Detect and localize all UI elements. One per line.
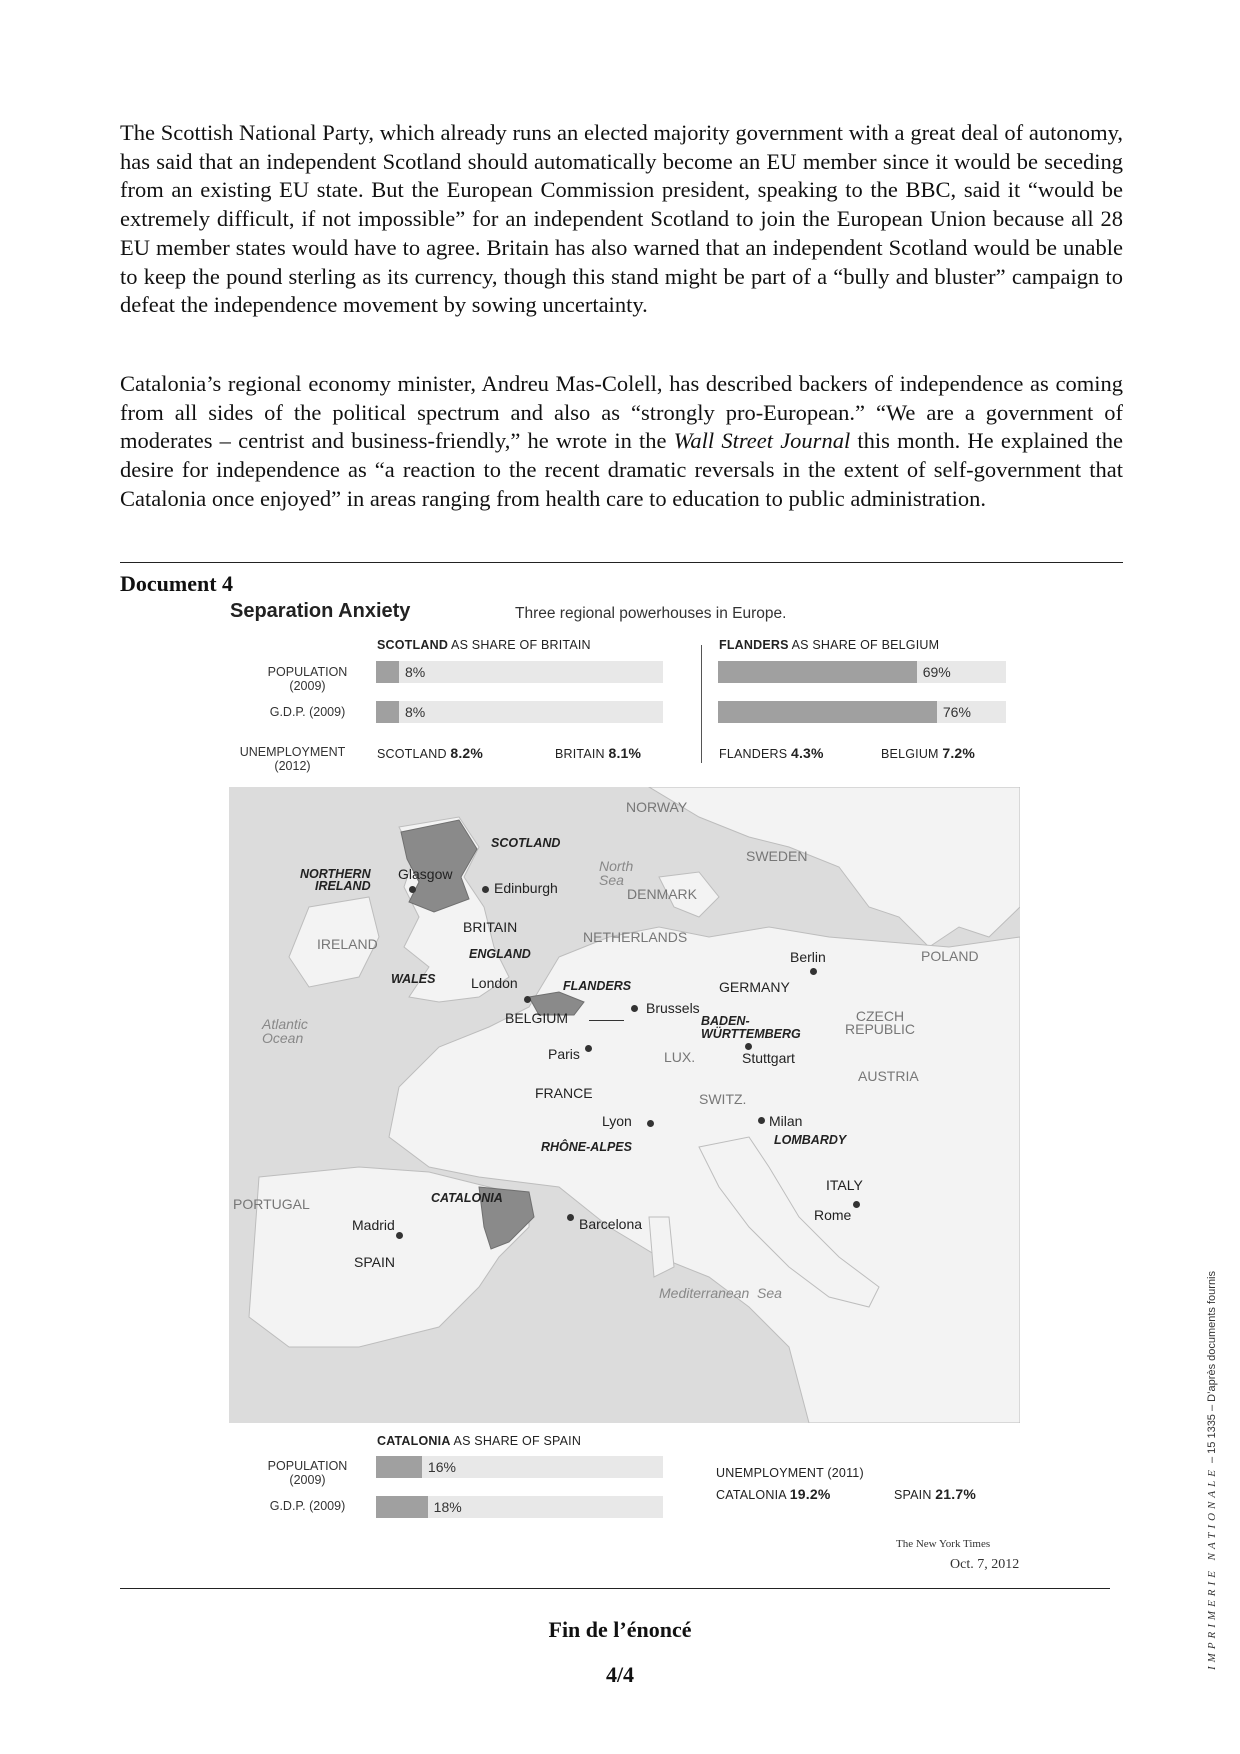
map-label: SCOTLAND [491,836,561,850]
bottom-divider [120,1588,1110,1589]
bar-track [718,661,1006,683]
unemployment-label: UNEMPLOYMENT (2012) [239,745,346,773]
bar-track [376,661,663,683]
bar-label: 76% [942,704,971,720]
map-label: Mediterranean Sea [659,1285,782,1301]
gdp-label-catalonia: G.D.P. (2009) [269,1499,346,1513]
page-number: 4/4 [605,1662,635,1687]
map-label: Glasgow [398,866,453,882]
map-marker [482,886,489,893]
map-label: Milan [769,1113,803,1129]
map-label: SWEDEN [746,848,808,864]
imprint-name: IMPRIMERIE NATIONALE [1206,1466,1218,1670]
bar-label: 16% [427,1459,456,1475]
map-marker [810,968,817,975]
map-label: NETHERLANDS [583,929,688,945]
bar-flanders-gdp [718,701,937,723]
map-label: SPAIN [354,1254,395,1270]
map-marker [396,1232,403,1239]
unemployment-scotland: SCOTLAND 8.2% [377,745,484,761]
map-marker [409,886,416,893]
map-label: ITALY [826,1177,863,1193]
map-label: Stuttgart [742,1050,795,1066]
map-label: LOMBARDY [774,1133,847,1147]
population-label-catalonia: POPULATION (2009) [267,1459,348,1487]
imprint-ref: – 15 1335 – D’après documents fournis [1206,1271,1218,1467]
unemployment-catalonia: CATALONIA 19.2% [716,1486,831,1502]
map-label: CZECH REPUBLIC [845,1008,916,1037]
map-label: DENMARK [627,886,698,902]
figure-date: Oct. 7, 2012 [950,1557,1020,1572]
bar-track [718,701,1006,723]
unemployment-britain: BRITAIN 8.1% [555,745,642,761]
article-paragraph-1: The Scottish National Party, which already runs an elected majority government with a great deal of autonomy, has said that an independent Scotland should automatically become an EU member since it would be seceding from an existing EU state. But the European Commission president, speaking to the BBC, said it “would be extremely difficult, if not impossible” for an independent Scotland to join the European Union because all 28 EU member states would have to agree. Britain has also warned that an independent Scotland would be unable to keep the pound sterling as its currency, though this stand might be part of a “bully and bluster” campaign to defeat the independence movement by sowing uncertainty. [120,120,1123,318]
side-imprint [1193,1180,1219,1670]
population-label: POPULATION (2009) [267,665,348,693]
unemployment-2011-label: UNEMPLOYMENT (2011) [716,1466,864,1480]
map-marker [631,1005,638,1012]
map-marker [647,1120,654,1127]
bar-track [376,1456,663,1478]
figure-subtitle: Three regional powerhouses in Europe. [515,605,787,622]
unemployment-belgium: BELGIUM 7.2% [881,745,976,761]
map-label: Paris [548,1046,580,1062]
article-paragraph-2 [120,370,1123,514]
map-label: CATALONIA [431,1191,503,1205]
map-label: Rome [814,1207,852,1223]
map-label: BADEN- WÜRTTEMBERG [701,1014,801,1041]
map-label: Barcelona [579,1216,643,1232]
end-of-statement: Fin de l’énoncé [548,1617,692,1642]
flanders-header: FLANDERS AS SHARE OF BELGIUM [719,638,940,652]
document-title: Document 4 [120,571,234,596]
map-label: Madrid [352,1217,395,1233]
unemployment-flanders: FLANDERS 4.3% [719,745,824,761]
bar-label: 8% [404,704,426,720]
map-marker [758,1117,765,1124]
bar-track [376,1496,663,1518]
map-label: North Sea [599,858,634,888]
bar-catalonia-gdp [376,1496,428,1518]
map-label: Atlantic Ocean [262,1016,308,1046]
map-label: BELGIUM [505,1010,569,1026]
journal-name: Wall Street Journal [673,428,851,454]
map-marker [745,1043,752,1050]
figure-title: Separation Anxiety [230,600,411,622]
scotland-header: SCOTLAND AS SHARE OF BRITAIN [377,638,591,652]
map-label: GERMANY [719,979,790,995]
bar-flanders-population [718,661,917,683]
map-label: WALES [391,972,436,986]
bar-scotland-population [376,661,399,683]
map-label: Edinburgh [494,880,558,896]
bar-scotland-gdp [376,701,399,723]
map-label: Lyon [602,1113,632,1129]
europe-map [229,787,1020,1423]
map-label: Brussels [646,1000,700,1016]
map-label: FLANDERS [563,979,632,993]
bar-track [376,701,663,723]
map-label: FRANCE [535,1085,593,1101]
map-label: NORWAY [626,799,688,815]
bar-catalonia-population [376,1456,422,1478]
map-marker [585,1045,592,1052]
leader-line [589,1020,624,1021]
map-label: SWITZ. [699,1091,747,1107]
paragraph-2-part-a: Catalonia’s regional economy minister, Andreu Mas-Colell, has described backers of independence as coming from all sides of the political spectrum and also as “strongly pro-European.” “We are a government of moderates – centrist and business-friendly,” he wrote in the [120,371,1123,454]
map-label: Berlin [790,949,826,965]
map-label: LUX. [664,1049,696,1065]
map-label: ENGLAND [469,947,531,961]
map-label: AUSTRIA [858,1068,919,1084]
unemployment-spain: SPAIN 21.7% [894,1486,976,1502]
paragraph-2-part-b: this month. He explained the desire for independence as “a reaction to the recent dramatic reversals in the extent of self-government that Catalonia once enjoyed” in areas ranging from health care to education to public administration. [120,428,1123,511]
figure-source: The New York Times [896,1538,991,1550]
map-marker [567,1214,574,1221]
gdp-label: G.D.P. (2009) [269,705,346,719]
map-label: RHÔNE-ALPES [541,1140,632,1154]
bar-label: 8% [404,664,426,680]
panel-divider [701,645,702,763]
map-label: BRITAIN [463,919,518,935]
catalonia-header: CATALONIA AS SHARE OF SPAIN [377,1434,582,1448]
map-label: NORTHERN IRELAND [300,867,371,893]
map-marker [524,996,531,1003]
bar-label: 18% [433,1499,462,1515]
map-label: POLAND [921,948,979,964]
top-divider [120,562,1123,563]
bar-label: 69% [922,664,951,680]
map-label: London [471,975,518,991]
map-marker [853,1201,860,1208]
map-label: PORTUGAL [233,1196,310,1212]
map-label: IRELAND [317,936,378,952]
